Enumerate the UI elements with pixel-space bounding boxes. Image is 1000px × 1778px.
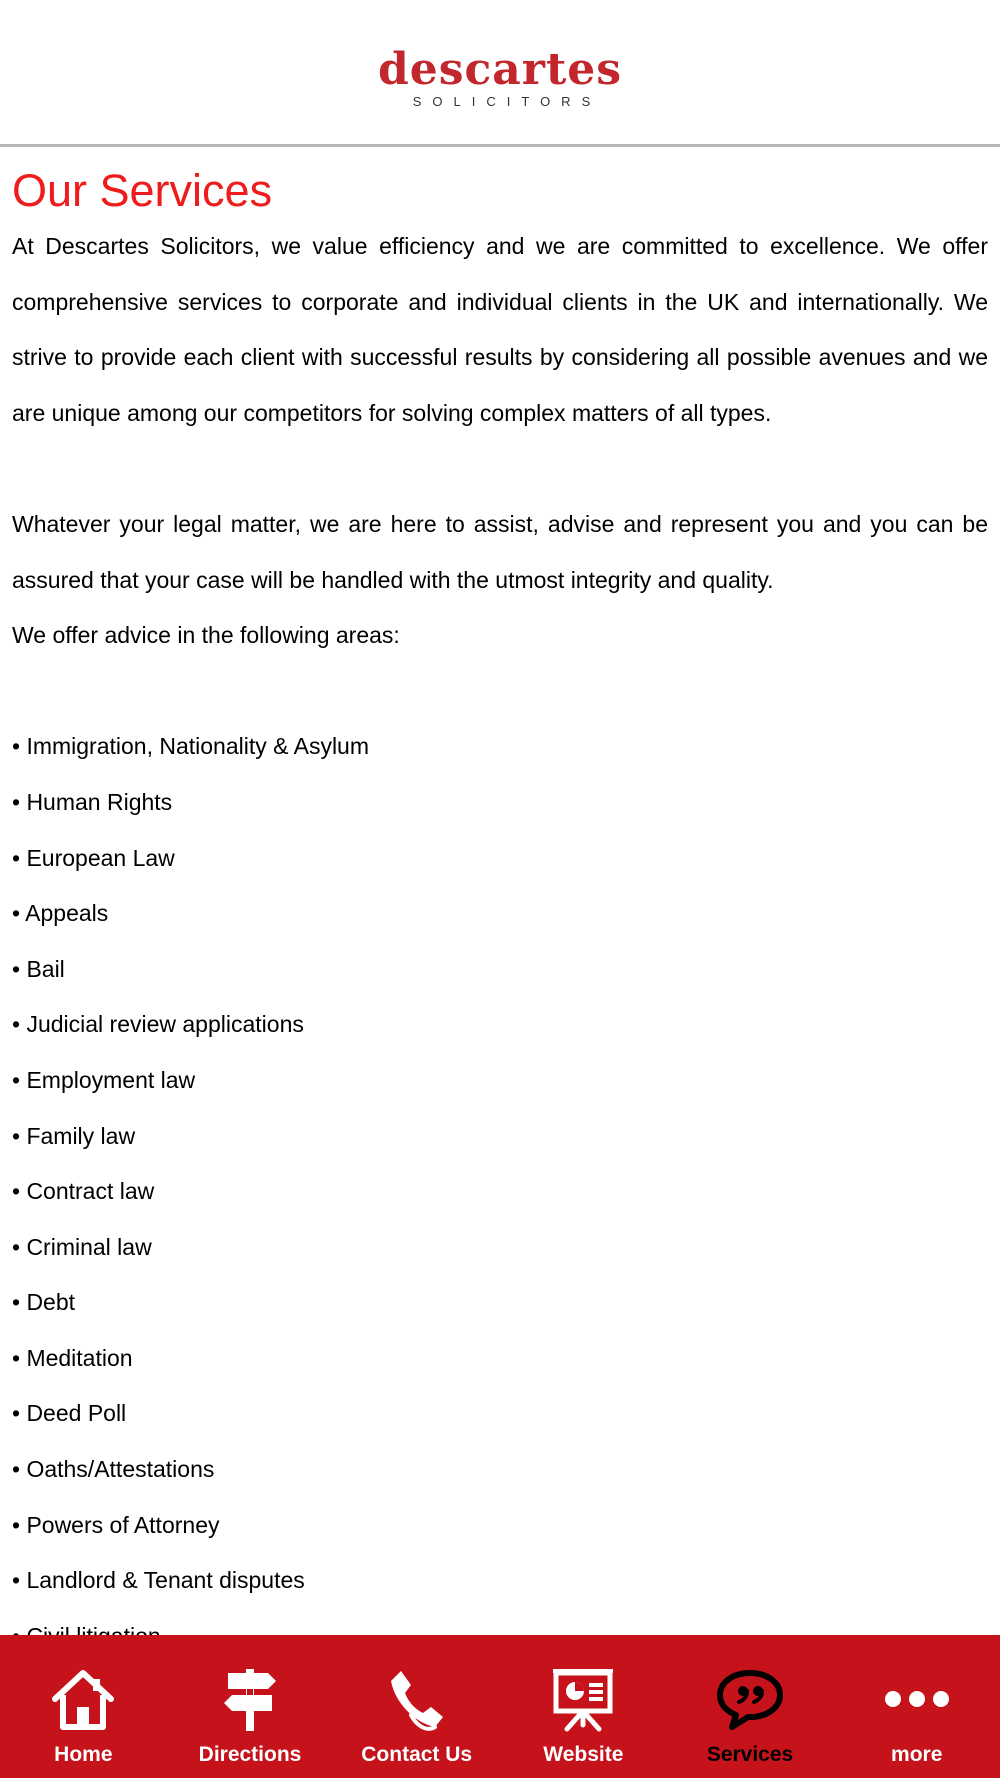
bottom-tab-bar <box>0 1635 1000 1778</box>
services-list <box>12 719 988 1664</box>
more-dots-icon <box>881 1663 953 1735</box>
tab-home[interactable] <box>0 1635 167 1778</box>
spacer <box>12 664 988 720</box>
tab-contact-us[interactable] <box>333 1635 500 1778</box>
tab-label: Services <box>706 1743 794 1766</box>
service-item: • Landlord & Tenant disputes <box>12 1567 305 1594</box>
tab-label: Contact Us <box>361 1743 473 1766</box>
tab-more[interactable] <box>833 1635 1000 1778</box>
service-item: • European Law <box>12 844 175 871</box>
assurance-paragraph: Whatever your legal matter, we are here to assist, advise and represent you and you can be assured that your case will be handled with the utmost integrity and quality. <box>12 510 988 593</box>
phone-icon <box>381 1663 453 1735</box>
areas-intro: We offer advice in the following areas: <box>12 622 400 649</box>
service-item: • Powers of Attorney <box>12 1511 220 1538</box>
service-item: • Judicial review applications <box>12 1011 304 1038</box>
tab-website[interactable] <box>500 1635 667 1778</box>
services-content[interactable] <box>0 147 1000 1635</box>
tab-label: Directions <box>198 1743 302 1766</box>
logo <box>0 44 1000 109</box>
service-item: • Appeals <box>12 900 109 927</box>
presentation-icon <box>547 1663 619 1735</box>
service-item: • Meditation <box>12 1344 133 1371</box>
intro-paragraph: At Descartes Solicitors, we value efficiency and we are committed to excellence. We offer comprehensive services to corporate and individual clients in the UK and internationally. We strive to provide each client with successful results by considering all possible avenues and we are unique among our competitors for solving complex matters of all types. <box>12 233 988 426</box>
service-item: • Employment law <box>12 1066 196 1093</box>
speech-bubble-icon <box>714 1663 786 1735</box>
logo-subtitle: SOLICITORS <box>412 94 602 109</box>
page-title: Our Services <box>12 165 273 216</box>
service-item: • Human Rights <box>12 788 173 815</box>
service-item: • Oaths/Attestations <box>12 1456 215 1483</box>
service-item: • Immigration, Nationality & Asylum <box>12 733 370 760</box>
service-item: • Bail <box>12 955 65 982</box>
service-item: • Debt <box>12 1289 76 1316</box>
home-icon <box>47 1663 119 1735</box>
service-item: • Contract law <box>12 1178 155 1205</box>
tab-label: Home <box>54 1743 113 1766</box>
tab-directions[interactable] <box>167 1635 334 1778</box>
service-item: • Criminal law <box>12 1233 152 1260</box>
service-item: • Deed Poll <box>12 1400 127 1427</box>
tab-label: more <box>891 1743 943 1766</box>
signpost-icon <box>214 1663 286 1735</box>
spacer <box>12 441 988 497</box>
service-item: • Family law <box>12 1122 136 1149</box>
tab-services[interactable] <box>667 1635 834 1778</box>
logo-name: descartes <box>377 44 623 95</box>
tab-label: Website <box>543 1743 624 1766</box>
app-header <box>0 0 1000 147</box>
